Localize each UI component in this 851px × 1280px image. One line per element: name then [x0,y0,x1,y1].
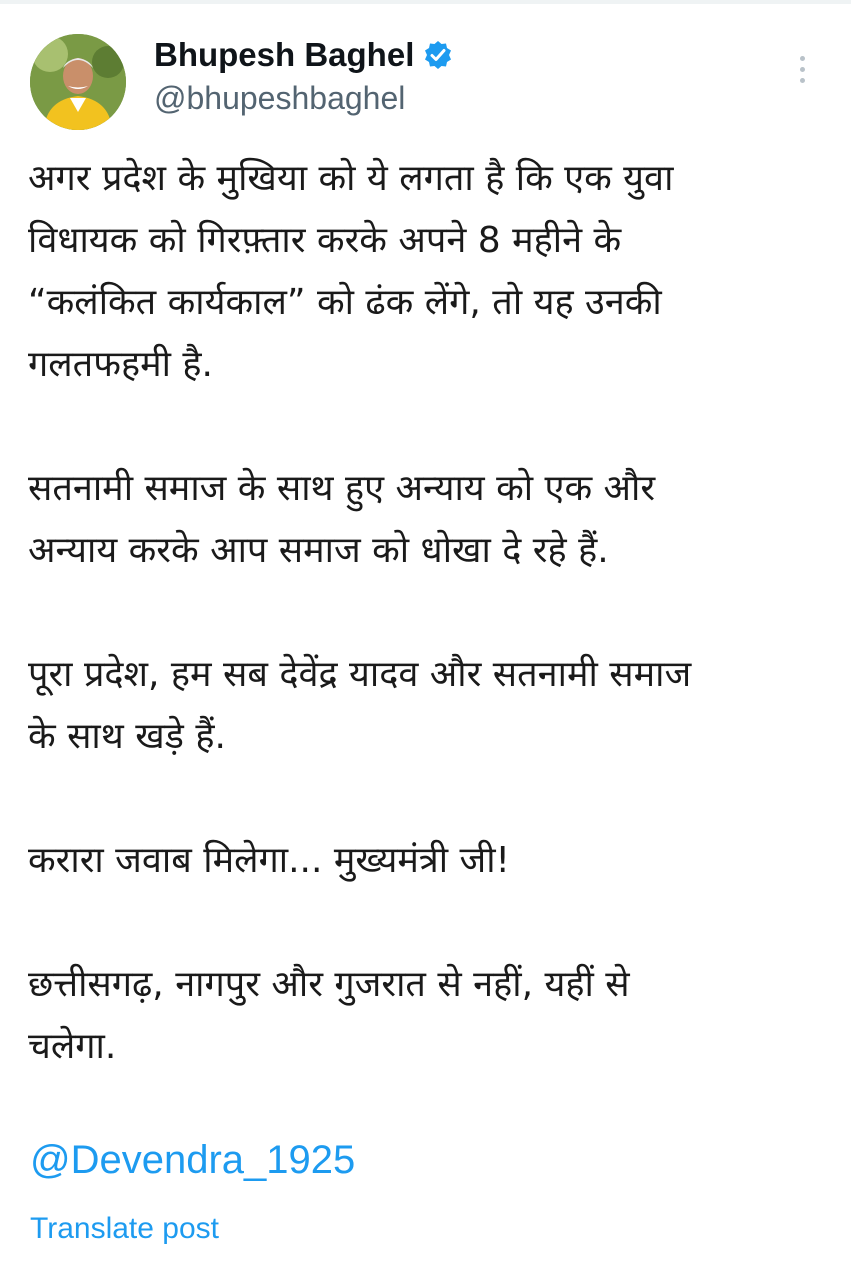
avatar[interactable] [30,34,126,130]
post-paragraph-5: छत्तीसगढ़, नागपुर और गुजरात से नहीं, यहीं से चलेगा. [28,964,630,1067]
post-paragraph-3: पूरा प्रदेश, हम सब देवेंद्र यादव और सतनामी समाज के साथ खड़े हैं. [28,654,692,757]
avatar-image [30,34,126,130]
more-options-icon[interactable] [790,56,814,92]
post-paragraph-4: करारा जवाब मिलेगा... मुख्यमंत्री जी! [28,840,510,881]
author-row [154,36,454,74]
author-name[interactable]: Bhupesh Baghel [154,36,415,73]
post-paragraph-1: अगर प्रदेश के मुखिया को ये लगता है कि एक युवा विधायक को गिरफ़्तार करके अपने 8 महीने के “कलंकित कार्यकाल” को ढंक लेंगे, तो यह उनकी गलतफहमी है. [28,158,674,385]
mention-link[interactable]: @Devendra_1925 [30,1138,356,1182]
post-text [28,148,828,1078]
post-paragraph-2: सतनामी समाज के साथ हुए अन्याय को एक और अन्याय करके आप समाज को धोखा दे रहे हैं. [28,468,656,571]
translate-post-link[interactable]: Translate post [30,1212,219,1245]
verified-badge-icon [422,39,454,71]
author-handle[interactable]: @bhupeshbaghel [154,80,406,116]
top-divider [0,0,851,4]
